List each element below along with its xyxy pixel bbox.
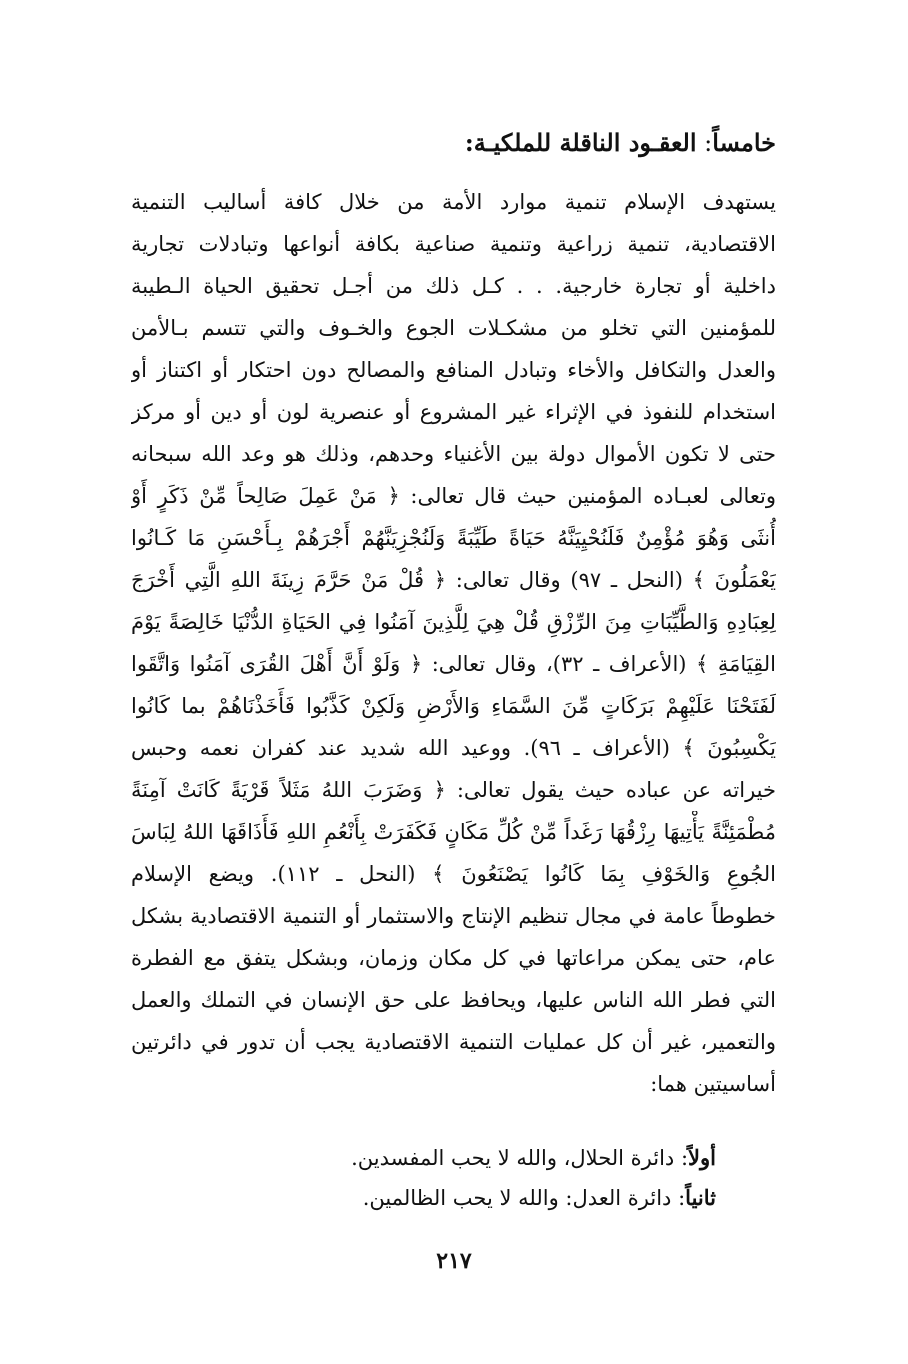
section-heading-label: خامساً [712, 128, 776, 157]
section-heading [126, 125, 776, 161]
text-line: التي فطر الله الناس عليها، ويحافظ على حق الإنسان في التملك والعمل [131, 988, 776, 1012]
quran-text-line: لَفَتَحْنَا عَلَيْهِمْ بَرَكَاتٍ مِّنَ السَّمَاءِ وَالأَرْضِ وَلَكِنْ كَذَّبُوا فَأَخَذْنَاهُمْ بما كَانُوا [131, 694, 776, 718]
text-line: خطوطاً عامة في مجال تنظيم الإنتاج والاستثمار أو التنمية الاقتصادية بشكل [131, 904, 776, 928]
text-line: أساسيتين هما: [650, 1072, 776, 1096]
page-number: ٢١٧ [436, 1248, 472, 1274]
quran-text-line: لِعِبَادِهِ وَالطَّيِّبَاتِ مِنَ الرِّزْقِ قُلْ هِيَ لِلَّذِينَ آمَنُوا فِي الحَيَاةِ الدُّنْيَا خَالِصَةً يَوْمَ [131, 610, 776, 634]
text-line: للمؤمنين التي تخلو من مشكـلات الجوع والخـوف والتي تتسم بـالأمن [131, 316, 776, 340]
section-heading-separator: : [696, 129, 713, 157]
quran-text-line: يَعْمَلُونَ ﴾ (النحل ـ ٩٧) وقال تعالى: ﴿ قُلْ مَنْ حَرَّمَ زِينَةَ اللهِ الَّتِي أَخْرَجَ [131, 568, 776, 592]
circles-list [131, 1138, 776, 1218]
quran-text-line: خيراته عن عباده حيث يقول تعالى: ﴿ وَضَرَبَ اللهُ مَثَلاً قَرْيَةً كَانَتْ آمِنَةً [131, 778, 776, 802]
body-paragraph [131, 181, 776, 1105]
text-line: يستهدف الإسلام تنمية موارد الأمة من خلال كافة أساليب التنمية [131, 190, 776, 214]
list-item-label: أولاً [688, 1145, 716, 1170]
text-line: حتى لا تكون الأموال دولة بين الأغنياء وحدهم، وذلك هو وعد الله سبحانه [131, 442, 776, 466]
quran-text-line: الجُوعِ وَالخَوْفِ بِمَا كَانُوا يَصْنَعُونَ ﴾ (النحل ـ ١١٢). ويضع الإسلام [131, 862, 776, 886]
list-item [131, 1138, 776, 1178]
quran-text-line: أُنثَى وَهُوَ مُؤْمِنٌ فَلَنُحْيِيَنَّهُ حَيَاةً طَيِّبَةً وَلَنُجْزِيَنَّهُمْ أَجْرَهُمْ بِـأَحْسَنِ مَا كَـانُوا [131, 526, 776, 550]
text-line: داخلية أو تجارة خارجية. . . كـل ذلك من أجـل تحقيق الحياة الـطيبة [131, 274, 776, 298]
text-line: والعدل والتكافل والأخاء وتبادل المنافع والمصالح دون احتكار أو اكتناز أو [131, 358, 776, 382]
section-heading-title: العقـود الناقلة للملكيـة: [464, 128, 697, 157]
list-item [131, 1178, 776, 1218]
text-line: وتعالى لعبـاده المؤمنين حيث قال تعالى: ﴿ مَنْ عَمِلَ صَالِحاً مِّنْ ذَكَرٍ أَوْ [131, 484, 776, 508]
list-item-text: : دائرة الحلال، والله لا يحب المفسدين. [351, 1146, 689, 1170]
text-line: استخدام للنفوذ في الإثراء غير المشروع أو عنصرية لون أو دين أو مركز [131, 400, 776, 424]
text-line: والتعمير، غير أن كل عمليات التنمية الاقتصادية يجب أن تدور في دائرتين [131, 1030, 776, 1054]
text-line: عام، حتى يمكن مراعاتها في كل مكان وزمان، وبشكل يتفق مع الفطرة [131, 946, 776, 970]
text-line: يَكْسِبُونَ ﴾ (الأعراف ـ ٩٦). ووعيد الله شديد عند كفران نعمه وحبس [131, 736, 776, 760]
list-item-text: : دائرة العدل: والله لا يحب الظالمين. [362, 1186, 686, 1210]
list-item-label: ثانياً [685, 1185, 716, 1210]
quran-text-line: القِيَامَةِ ﴾ (الأعراف ـ ٣٢)، وقال تعالى: ﴿ وَلَوْ أَنَّ أَهْلَ القُرَى آمَنُوا وَاتَّقَوا [131, 652, 776, 676]
quran-text-line: مُطْمَئِنَّةً يَأْتِيهَا رِزْقُهَا رَغَداً مِّنْ كُلِّ مَكَانٍ فَكَفَرَتْ بِأَنْعُمِ اللهِ فَأَذَاقَهَا اللهُ لِبَاسَ [131, 820, 776, 844]
text-line: الاقتصادية، تنمية زراعية وتنمية صناعية بكافة أنواعها وتبادلات تجارية [131, 232, 776, 256]
